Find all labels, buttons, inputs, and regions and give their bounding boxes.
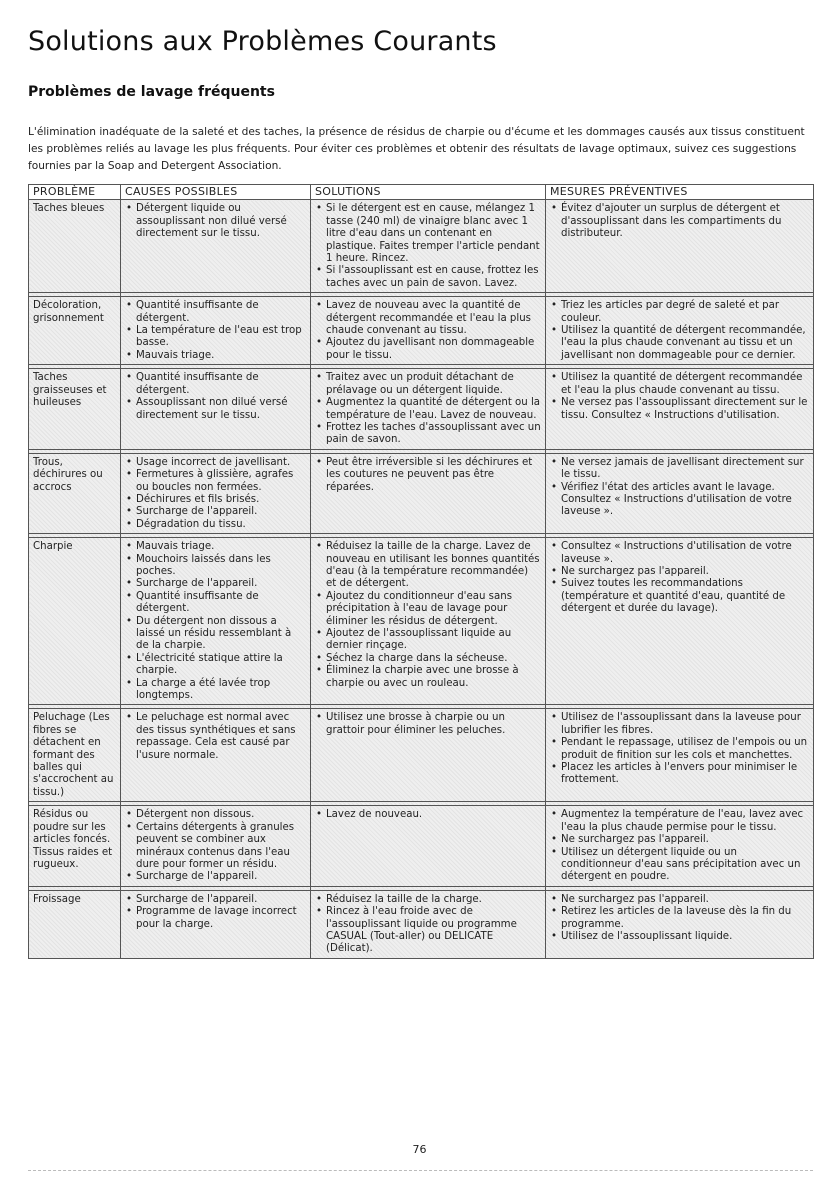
list-item: • Ne versez jamais de javellisant directement sur le tissu. <box>550 457 809 482</box>
list-item: • Consultez « Instructions d'utilisation de votre laveuse ». <box>550 541 809 566</box>
causes-cell <box>121 538 311 705</box>
bullet-list <box>550 712 809 786</box>
bullet-list <box>550 372 809 422</box>
bullet-list <box>550 300 809 362</box>
list-item: • Éliminez la charpie avec une brosse à charpie ou avec un rouleau. <box>315 665 541 690</box>
list-item: • Évitez d'ajouter un surplus de détergent et d'assouplissant dans les compartiments du distributeur. <box>550 203 809 240</box>
header-probleme: PROBLÈME <box>29 185 121 200</box>
page-number: 76 <box>412 1143 427 1156</box>
list-item: • Pendant le repassage, utilisez de l'empois ou un produit de finition sur les cols et manchettes. <box>550 737 809 762</box>
problems-table <box>28 184 814 959</box>
list-item: • Le peluchage est normal avec des tissus synthétiques et sans repassage. Cela est causé par l'usure normale. <box>125 712 306 762</box>
list-item: • Suivez toutes les recommandations (température et quantité d'eau, quantité de détergent et durée du lavage). <box>550 578 809 615</box>
solutions-cell <box>311 538 546 705</box>
list-item: • Séchez la charge dans la sécheuse. <box>315 653 541 665</box>
list-item: • Surcharge de l'appareil. <box>125 578 306 590</box>
list-item: • Rincez à l'eau froide avec de l'assouplissant liquide ou programme CASUAL (Tout-aller) ou DELICATE (Délicat). <box>315 906 541 956</box>
prevention-cell <box>546 297 814 365</box>
list-item: • Ne surchargez pas l'appareil. <box>550 894 809 906</box>
bottom-rule <box>28 1170 813 1171</box>
list-item: • Mauvais triage. <box>125 541 306 553</box>
causes-cell <box>121 709 311 802</box>
header-solutions: SOLUTIONS <box>311 185 546 200</box>
problem-cell: Taches graisseuses et huileuses <box>29 369 121 449</box>
bullet-list <box>315 203 541 290</box>
prevention-cell <box>546 709 814 802</box>
causes-cell <box>121 806 311 886</box>
bullet-list <box>125 541 306 702</box>
list-item: • La charge a été lavée trop longtemps. <box>125 678 306 703</box>
list-item: • Détergent non dissous. <box>125 809 306 821</box>
list-item: • Ne surchargez pas l'appareil. <box>550 834 809 846</box>
table-row <box>29 890 814 958</box>
prevention-cell <box>546 890 814 958</box>
list-item: • Ne versez pas l'assouplissant directement sur le tissu. Consultez « Instructions d'utilisation. <box>550 397 809 422</box>
list-item: • Traitez avec un produit détachant de prélavage ou un détergent liquide. <box>315 372 541 397</box>
list-item: • Réduisez la taille de la charge. Lavez de nouveau en utilisant les bonnes quantités d'eau (à la température recommandée) et de détergent. <box>315 541 541 591</box>
list-item: • Lavez de nouveau avec la quantité de détergent recommandée et l'eau la plus chaude convenant au tissu. <box>315 300 541 337</box>
list-item: • Utilisez la quantité de détergent recommandée et l'eau la plus chaude convenant au tissu. <box>550 372 809 397</box>
intro-paragraph: L'élimination inadéquate de la saleté et des taches, la présence de résidus de charpie ou d'écume et les dommages causés aux tissus constituent les problèmes reliés au lavage les plus fréquents. Pour éviter ces problèmes et obtenir des résultats de lavage optimaux, suivez ces suggestions fournies par la Soap and Detergent Association. <box>28 126 805 172</box>
problem-cell: Charpie <box>29 538 121 705</box>
table-row <box>29 453 814 533</box>
problem-cell: Trous, déchirures ou accrocs <box>29 453 121 533</box>
list-item: • Fermetures à glissière, agrafes ou boucles non fermées. <box>125 469 306 494</box>
problem-cell: Peluchage (Les fibres se détachent en formant des balles qui s'accrochent au tissu.) <box>29 709 121 802</box>
table-row <box>29 297 814 365</box>
table-row <box>29 538 814 705</box>
list-item: • Surcharge de l'appareil. <box>125 871 306 883</box>
list-item: • Placez les articles à l'envers pour minimiser le frottement. <box>550 762 809 787</box>
list-item: • Assouplissant non dilué versé directement sur le tissu. <box>125 397 306 422</box>
list-item: • Ne surchargez pas l'appareil. <box>550 566 809 578</box>
list-item: • Usage incorrect de javellisant. <box>125 457 306 469</box>
list-item: • Augmentez la quantité de détergent ou la température de l'eau. Lavez de nouveau. <box>315 397 541 422</box>
list-item: • Quantité insuffisante de détergent. <box>125 591 306 616</box>
list-item: • Utilisez de l'assouplissant liquide. <box>550 931 809 943</box>
list-item: • Triez les articles par degré de saleté et par couleur. <box>550 300 809 325</box>
bullet-list <box>125 457 306 531</box>
list-item: • Utilisez un détergent liquide ou un conditionneur d'eau sans précipitation avec un détergent en poudre. <box>550 847 809 884</box>
bullet-list <box>125 300 306 362</box>
bullet-list <box>550 894 809 944</box>
bullet-list <box>125 809 306 883</box>
bullet-list <box>550 809 809 883</box>
list-item: • Programme de lavage incorrect pour la charge. <box>125 906 306 931</box>
list-item: • Mauvais triage. <box>125 350 306 362</box>
list-item: • Retirez les articles de la laveuse dès la fin du programme. <box>550 906 809 931</box>
solutions-cell <box>311 806 546 886</box>
problem-cell: Résidus ou poudre sur les articles foncés. Tissus raides et rugueux. <box>29 806 121 886</box>
list-item: • Ajoutez du conditionneur d'eau sans précipitation à l'eau de lavage pour éliminer les résidus de détergent. <box>315 591 541 628</box>
list-item: • Lavez de nouveau. <box>315 809 541 821</box>
table-body <box>29 200 814 958</box>
list-item: • Si le détergent est en cause, mélangez 1 tasse (240 ml) de vinaigre blanc avec 1 litre d'eau dans un contenant en plastique. Faites tremper l'article pendant 1 heure. Rincez. <box>315 203 541 265</box>
causes-cell <box>121 297 311 365</box>
problem-cell: Froissage <box>29 890 121 958</box>
list-item: • Certains détergents à granules peuvent se combiner aux minéraux contenus dans l'eau dure pour former un résidu. <box>125 822 306 872</box>
list-item: • Déchirures et fils brisés. <box>125 494 306 506</box>
header-mesures: MESURES PRÉVENTIVES <box>546 185 814 200</box>
header-causes: CAUSES POSSIBLES <box>121 185 311 200</box>
list-item: • Quantité insuffisante de détergent. <box>125 372 306 397</box>
solutions-cell <box>311 200 546 293</box>
list-item: • Mouchoirs laissés dans les poches. <box>125 554 306 579</box>
causes-cell <box>121 369 311 449</box>
bullet-list <box>315 372 541 446</box>
prevention-cell <box>546 453 814 533</box>
page-title: Solutions aux Problèmes Courants <box>28 26 497 57</box>
prevention-cell <box>546 538 814 705</box>
list-item: • Dégradation du tissu. <box>125 519 306 531</box>
list-item: • Si l'assouplissant est en cause, frottez les taches avec un pain de savon. Lavez. <box>315 265 541 290</box>
list-item: • Utilisez une brosse à charpie ou un grattoir pour éliminer les peluches. <box>315 712 541 737</box>
prevention-cell <box>546 200 814 293</box>
section-title: Problèmes de lavage fréquents <box>28 84 275 100</box>
prevention-cell <box>546 369 814 449</box>
causes-cell <box>121 200 311 293</box>
causes-cell <box>121 890 311 958</box>
list-item: • Utilisez la quantité de détergent recommandée, l'eau la plus chaude convenant au tissu et un javellisant non dommageable pour ce dernier. <box>550 325 809 362</box>
list-item: • Surcharge de l'appareil. <box>125 894 306 906</box>
solutions-cell <box>311 890 546 958</box>
list-item: • Utilisez de l'assouplissant dans la laveuse pour lubrifier les fibres. <box>550 712 809 737</box>
table-header-row <box>29 185 814 200</box>
bullet-list <box>315 894 541 956</box>
list-item: • Vérifiez l'état des articles avant le lavage. Consultez « Instructions d'utilisation de votre laveuse ». <box>550 482 809 519</box>
bullet-list <box>550 203 809 240</box>
list-item: • Ajoutez du javellisant non dommageable pour le tissu. <box>315 337 541 362</box>
list-item: • Réduisez la taille de la charge. <box>315 894 541 906</box>
table-row <box>29 369 814 449</box>
bullet-list <box>315 541 541 690</box>
list-item: • Du détergent non dissous a laissé un résidu ressemblant à de la charpie. <box>125 616 306 653</box>
list-item: • Détergent liquide ou assouplissant non dilué versé directement sur le tissu. <box>125 203 306 240</box>
problem-cell: Taches bleues <box>29 200 121 293</box>
bullet-list <box>315 712 541 737</box>
bullet-list <box>315 457 541 494</box>
causes-cell <box>121 453 311 533</box>
list-item: • Ajoutez de l'assouplissant liquide au dernier rinçage. <box>315 628 541 653</box>
bullet-list <box>550 457 809 519</box>
prevention-cell <box>546 806 814 886</box>
bullet-list <box>315 300 541 362</box>
list-item: • La température de l'eau est trop basse. <box>125 325 306 350</box>
list-item: • Frottez les taches d'assouplissant avec un pain de savon. <box>315 422 541 447</box>
table-row <box>29 200 814 293</box>
list-item: • Peut être irréversible si les déchirures et les coutures ne peuvent pas être réparées. <box>315 457 541 494</box>
list-item: • L'électricité statique attire la charpie. <box>125 653 306 678</box>
bullet-list <box>315 809 541 821</box>
bullet-list <box>125 203 306 240</box>
problem-cell: Décoloration, grisonnement <box>29 297 121 365</box>
bullet-list <box>125 372 306 422</box>
solutions-cell <box>311 297 546 365</box>
list-item: • Quantité insuffisante de détergent. <box>125 300 306 325</box>
list-item: • Surcharge de l'appareil. <box>125 506 306 518</box>
solutions-cell <box>311 453 546 533</box>
bullet-list <box>125 712 306 762</box>
bullet-list <box>125 894 306 931</box>
bullet-list <box>550 541 809 615</box>
solutions-cell <box>311 369 546 449</box>
list-item: • Augmentez la température de l'eau, lavez avec l'eau la plus chaude permise pour le tissu. <box>550 809 809 834</box>
solutions-cell <box>311 709 546 802</box>
table-row <box>29 709 814 802</box>
table-row <box>29 806 814 886</box>
